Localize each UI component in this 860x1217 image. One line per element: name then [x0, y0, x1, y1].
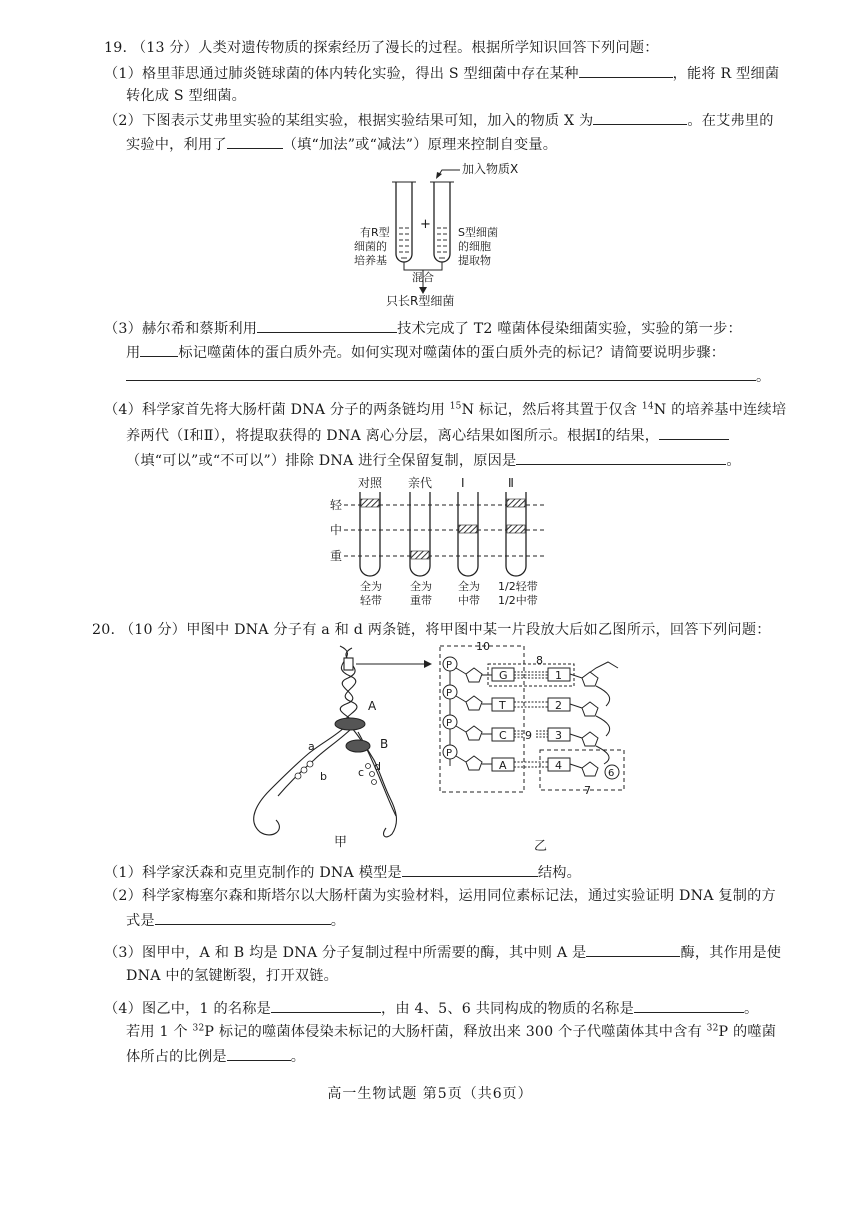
q19-part4-line1: （4）科学家首先将大肠杆菌 DNA 分子的两条链均用 $^{15}$N 标记，然后将其置于仅含 $^{14}$N 的培养基中连续培 — [104, 401, 787, 418]
enzyme-a-icon — [335, 718, 365, 730]
deoxyribose-icon — [466, 756, 482, 770]
caption-gen2-1: 1/2轻带 — [498, 580, 538, 593]
figure-yi-caption: 乙 — [534, 839, 548, 854]
left-tube-label-2: 细菌的 — [354, 240, 387, 253]
answer-blank[interactable] — [227, 1046, 291, 1061]
label-b: b — [320, 770, 327, 783]
label-A: A — [368, 699, 377, 713]
q20-part2-line2: 式是 。 — [126, 910, 345, 931]
answer-blank[interactable] — [126, 366, 756, 381]
label-6: 6 — [608, 768, 615, 779]
caption-control-1: 全为 — [360, 580, 382, 593]
q20-part4-line3: 体所占的比例是 。 — [126, 1046, 305, 1067]
label-9: 9 — [525, 729, 532, 742]
answer-blank[interactable] — [155, 910, 331, 925]
left-tube-label-3: 培养基 — [354, 254, 387, 267]
label-a: a — [308, 740, 315, 753]
answer-blank[interactable] — [593, 110, 687, 125]
right-test-tube — [434, 182, 450, 262]
header-gen2: Ⅱ — [508, 476, 514, 490]
q20-part1: （1）科学家沃森和克里克制作的 DNA 模型是 结构。 — [104, 862, 581, 883]
label-8: 8 — [536, 654, 543, 667]
answer-blank[interactable] — [271, 998, 381, 1013]
mix-label: 混合 — [412, 271, 434, 284]
level-middle: 中 — [330, 523, 343, 537]
enzyme-b-icon — [346, 740, 370, 752]
caption-parent-2: 重带 — [410, 594, 432, 607]
right-tube-label-3: 提取物 — [458, 254, 491, 267]
label-7: 7 — [584, 784, 591, 797]
dna-centrifuge-figure — [330, 474, 560, 610]
level-light: 轻 — [330, 498, 343, 512]
q19-part1-line2: 转化成 S 型细菌。 — [126, 88, 247, 104]
left-tube-label-1: 有R型 — [360, 226, 390, 239]
q19-part4-line2: 养两代（Ⅰ和Ⅱ），将提取获得的 DNA 离心分层，离心结果如图所示。根据Ⅰ的结果， — [126, 425, 729, 446]
label-d: d — [374, 760, 381, 773]
svg-text:C: C — [499, 729, 507, 742]
svg-text:P: P — [446, 748, 453, 759]
svg-text:G: G — [499, 669, 508, 682]
label-c: c — [358, 766, 365, 779]
answer-blank[interactable] — [402, 862, 538, 877]
answer-blank[interactable] — [516, 450, 726, 465]
svg-text:T: T — [499, 699, 506, 712]
caption-control-2: 轻带 — [360, 594, 382, 607]
dna-replication-figure-jia — [240, 640, 440, 850]
right-tube-label-1: S型细菌 — [458, 226, 498, 239]
page-footer: 高一生物试题 第5页（共6页） — [327, 1086, 533, 1102]
answer-blank[interactable] — [579, 63, 673, 78]
answer-blank[interactable] — [257, 318, 397, 333]
light-band — [507, 499, 525, 507]
plus-sign: + — [420, 217, 431, 232]
q19-part3-line3: 。 — [126, 366, 770, 387]
svg-text:P: P — [446, 688, 453, 699]
deoxyribose-icon — [466, 696, 482, 710]
header-gen1: Ⅰ — [461, 476, 465, 490]
svg-text:A: A — [499, 759, 507, 772]
q19-part1-line1: （1）格里菲思通过肺炎链球菌的体内转化实验，得出 S 型细菌中存在某种 ，能将 R 型细菌 — [104, 63, 779, 84]
right-tube-label-2: 的细胞 — [458, 240, 491, 253]
deoxyribose-icon — [466, 668, 482, 682]
answer-blank[interactable] — [586, 942, 680, 957]
q19-part3-line1: （3）赫尔希和蔡斯利用 技术完成了 T2 噬菌体侵染细菌实验，实验的第一步： — [104, 318, 742, 339]
parent-tube — [410, 492, 430, 576]
label-1: 1 — [555, 669, 562, 682]
q20-part3-line2: DNA 中的氢键断裂，打开双链。 — [126, 968, 338, 984]
q19-heading: 19. （13 分）人类对遗传物质的探索经历了漫长的过程。根据所学知识回答下列问题： — [104, 40, 659, 56]
svg-text:P: P — [446, 718, 453, 729]
result-label: 只长R型细菌 — [386, 294, 455, 308]
light-band — [361, 499, 379, 507]
middle-band — [507, 525, 525, 533]
label-10: 10 — [476, 640, 490, 653]
gen1-tube — [458, 492, 478, 576]
label-B: B — [380, 737, 389, 751]
q19-part2-line1: （2）下图表示艾弗里实验的某组实验，根据实验结果可知，加入的物质 X 为 。在艾弗里的 — [104, 110, 774, 131]
dna-structure-figure-yi — [436, 638, 656, 856]
heavy-band — [411, 551, 429, 559]
label-2: 2 — [555, 699, 562, 712]
q20-heading: 20. （10 分）甲图中 DNA 分子有 a 和 d 两条链，将甲图中某一片段放大后如乙图所示，回答下列问题： — [92, 622, 771, 638]
q20-part4-line1: （4）图乙中，1 的名称是 ，由 4、5、6 共同构成的物质的名称是 。 — [104, 998, 758, 1019]
deoxyribose-icon — [466, 726, 482, 740]
header-parent: 亲代 — [408, 476, 433, 490]
label-4: 4 — [555, 759, 562, 772]
header-control: 对照 — [358, 476, 383, 490]
figure-jia-caption: 甲 — [334, 835, 348, 850]
answer-blank[interactable] — [140, 342, 178, 357]
middle-band — [459, 525, 477, 533]
q19-part4-line3: （填“可以”或“不可以”）排除 DNA 进行全保留复制，原因是 。 — [126, 450, 741, 471]
avery-experiment-figure — [340, 158, 560, 308]
q20-part2-line1: （2）科学家梅塞尔森和斯塔尔以大肠杆菌为实验材料，运用同位素标记法，通过实验证明 DNA 复制的方 — [104, 888, 776, 904]
q20-part4-line2: 若用 1 个 $^{32}$P 标记的噬菌体侵染未标记的大肠杆菌，释放出来 300 个子代噬菌体其中含有 $^{32}$P 的噬菌 — [126, 1023, 777, 1040]
add-substance-label: 加入物质X — [462, 162, 519, 176]
left-test-tube — [396, 182, 412, 262]
caption-parent-1: 全为 — [410, 580, 432, 593]
answer-blank[interactable] — [227, 134, 283, 149]
caption-gen1-2: 中带 — [458, 594, 480, 607]
level-heavy: 重 — [330, 549, 343, 563]
svg-text:P: P — [446, 660, 453, 671]
label-3: 3 — [555, 729, 562, 742]
caption-gen2-2: 1/2中带 — [498, 594, 538, 607]
q19-part3-line2: 用 标记噬菌体的蛋白质外壳。如何实现对噬菌体的蛋白质外壳的标记？请简要说明步骤： — [126, 342, 725, 363]
answer-blank[interactable] — [659, 425, 729, 440]
caption-gen1-1: 全为 — [458, 580, 480, 593]
answer-blank[interactable] — [634, 998, 744, 1013]
q20-part3-line1: （3）图甲中，A 和 B 均是 DNA 分子复制过程中所需要的酶，其中则 A 是 酶，其作用是使 — [104, 942, 781, 963]
q19-part2-line2: 实验中，利用了 （填“加法”或“减法”）原理来控制自变量。 — [126, 134, 557, 155]
